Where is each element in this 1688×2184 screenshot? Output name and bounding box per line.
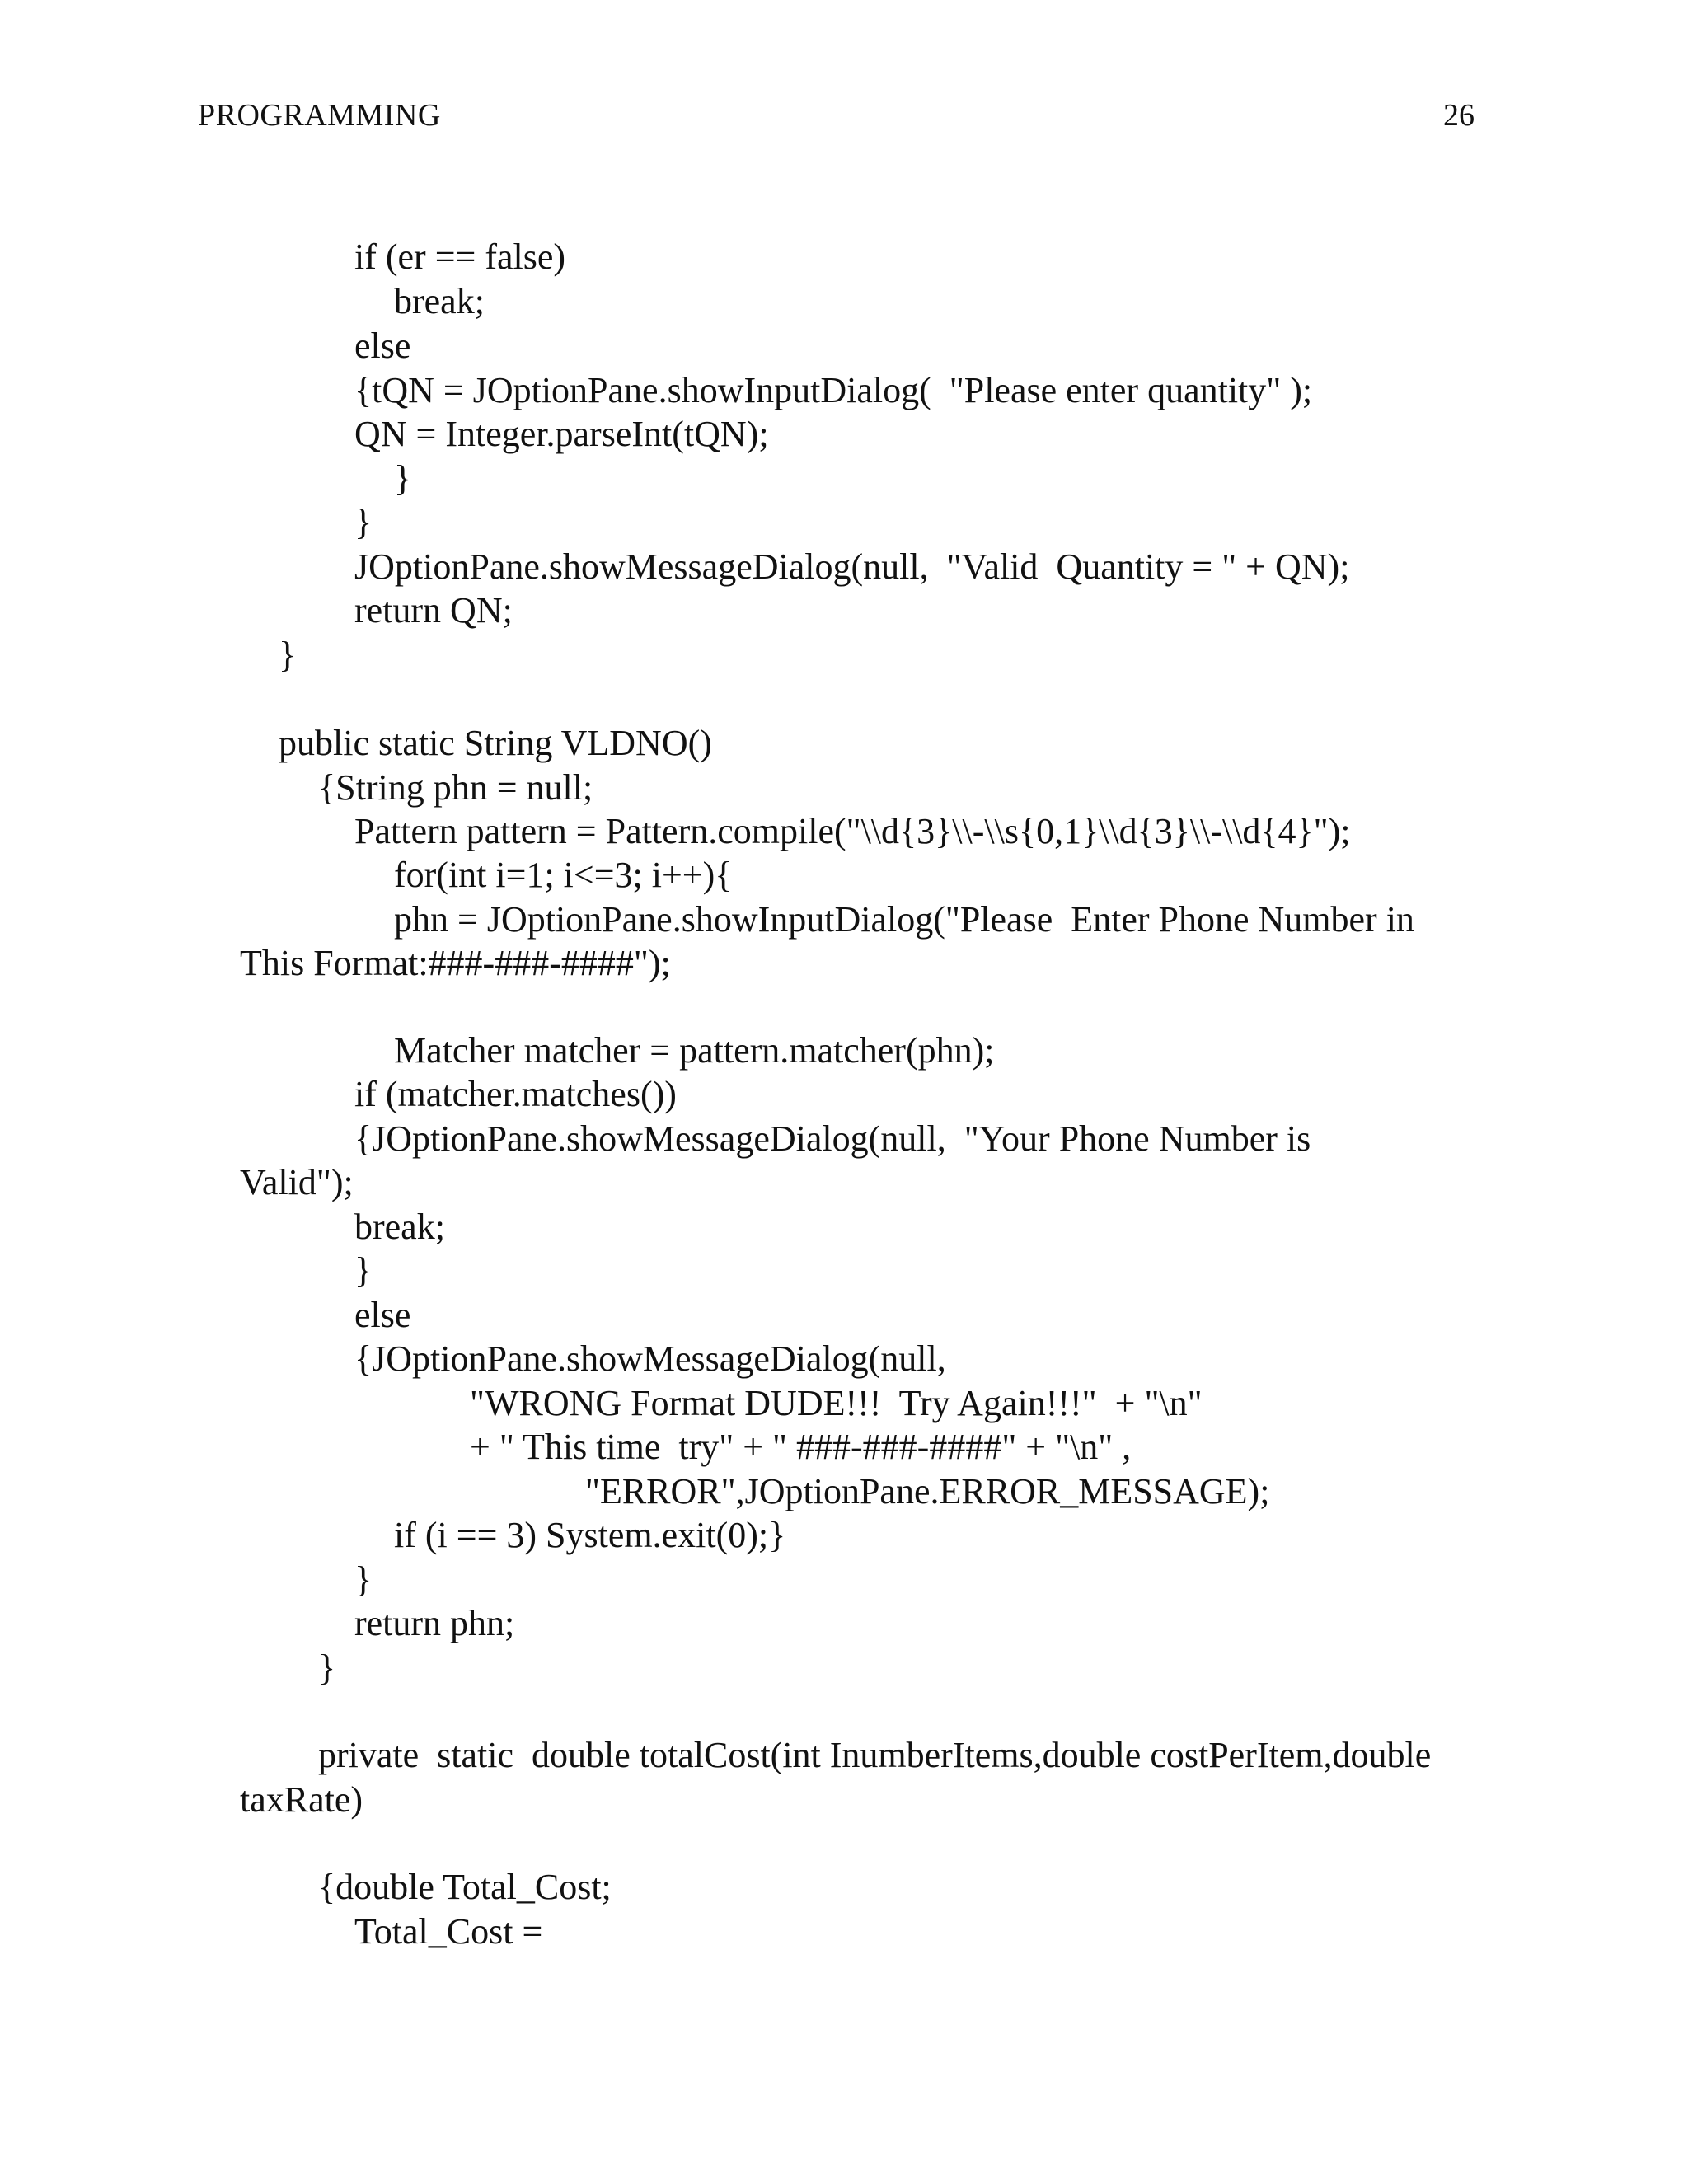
code-line: for(int i=1; i<=3; i++){ <box>394 855 733 895</box>
code-line: break; <box>354 1207 445 1247</box>
code-line: } <box>354 1559 373 1600</box>
code-line: QN = Integer.parseInt(tQN); <box>354 414 769 454</box>
code-line: } <box>354 1250 373 1291</box>
page-number: 26 <box>1443 98 1475 133</box>
code-line: } <box>318 1647 336 1688</box>
code-line: } <box>394 458 412 499</box>
code-line: break; <box>394 281 485 321</box>
code-line: {JOptionPane.showMessageDialog(null, <box>354 1338 946 1379</box>
code-line: private static double totalCost(int InumberItems,double costPerItem,double <box>318 1735 1432 1775</box>
code-line: phn = JOptionPane.showInputDialog("Please Enter Phone Number in <box>394 899 1414 940</box>
code-line: } <box>354 502 373 542</box>
code-line: Matcher matcher = pattern.matcher(phn); <box>394 1030 995 1071</box>
code-line: "ERROR",JOptionPane.ERROR_MESSAGE); <box>585 1471 1270 1511</box>
code-line: JOptionPane.showMessageDialog(null, "Valid Quantity = " + QN); <box>354 546 1350 587</box>
code-line: Total_Cost = <box>354 1911 543 1952</box>
code-line: } <box>279 635 297 675</box>
code-line: {tQN = JOptionPane.showInputDialog( "Please enter quantity" ); <box>354 370 1313 410</box>
code-line: This Format:###-###-####"); <box>240 943 671 983</box>
code-line: public static String VLDNO() <box>279 723 712 763</box>
code-line: Pattern pattern = Pattern.compile("\\d{3}\\-\\s{0,1}\\d{3}\\-\\d{4}"); <box>354 811 1351 851</box>
code-line: if (matcher.matches()) <box>354 1074 677 1114</box>
code-line: return QN; <box>354 590 513 630</box>
code-line: {double Total_Cost; <box>318 1867 612 1907</box>
code-line: return phn; <box>354 1603 515 1643</box>
code-line: + " This time try" + " ###-###-####" + "\n" , <box>470 1427 1132 1467</box>
code-line: if (er == false) <box>354 237 566 277</box>
code-line: else <box>354 326 411 366</box>
code-line: else <box>354 1295 411 1335</box>
code-line: {JOptionPane.showMessageDialog(null, "Your Phone Number is <box>354 1118 1311 1159</box>
code-line: {String phn = null; <box>318 767 593 808</box>
code-line: taxRate) <box>240 1779 363 1820</box>
code-line: "WRONG Format DUDE!!! Try Again!!!" + "\n" <box>470 1383 1203 1423</box>
running-head: PROGRAMMING <box>198 98 441 133</box>
code-line: Valid"); <box>240 1162 354 1202</box>
code-line: if (i == 3) System.exit(0);} <box>394 1515 786 1555</box>
